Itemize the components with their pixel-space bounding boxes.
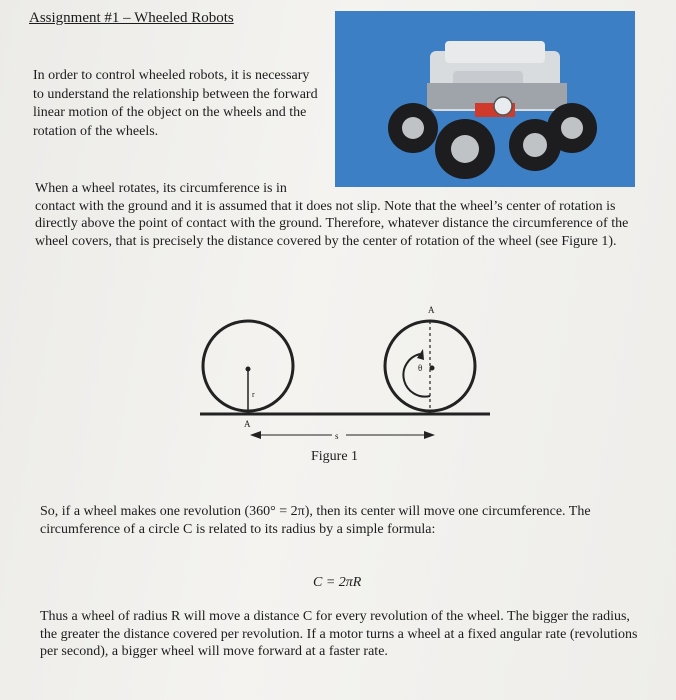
figure-caption: Figure 1 xyxy=(311,449,359,464)
conclusion-paragraph: Thus a wheel of radius R will move a distance C for every revolution of the wheel. The bigger the radius, the greater the distance covered per revolution. If a motor turns a wheel at a fixed angular rate (revolutions per second), a bigger wheel will move forward at a faster rate. xyxy=(40,609,638,659)
wheel-rotation-paragraph xyxy=(35,180,650,250)
revolution-paragraph: So, if a wheel makes one revolution (360° = 2π), then its center will move one circumference. The circumference of a circle C is related to its radius by a simple formula: xyxy=(40,504,591,537)
intro-paragraph: In order to control wheeled robots, it is necessary to understand the relationship between the forward linear motion of the object on the wheels and the rotation of the wheels. xyxy=(33,68,318,139)
wheeled-robot-image xyxy=(335,11,635,187)
label-s: s xyxy=(335,431,339,441)
circumference-formula: C = 2πR xyxy=(313,575,362,590)
label-r: r xyxy=(252,390,255,399)
assignment-title: Assignment #1 – Wheeled Robots xyxy=(29,10,234,26)
label-a-bottom: A xyxy=(244,419,251,429)
paragraph-first-line: When a wheel rotates, its circumference is in xyxy=(35,181,287,196)
robot-photo xyxy=(335,11,635,187)
label-a-top: A xyxy=(428,305,435,315)
label-theta: θ xyxy=(418,363,423,373)
paragraph-body: contact with the ground and it is assumed that it does not slip. Note that the wheel’s center of rotation is directly above the point of contact with the ground. Therefore, whatever distance the circumference of the wheel covers, that is precisely the distance covered by the center of rotation of the wheel (see Figure 1). xyxy=(35,198,629,249)
